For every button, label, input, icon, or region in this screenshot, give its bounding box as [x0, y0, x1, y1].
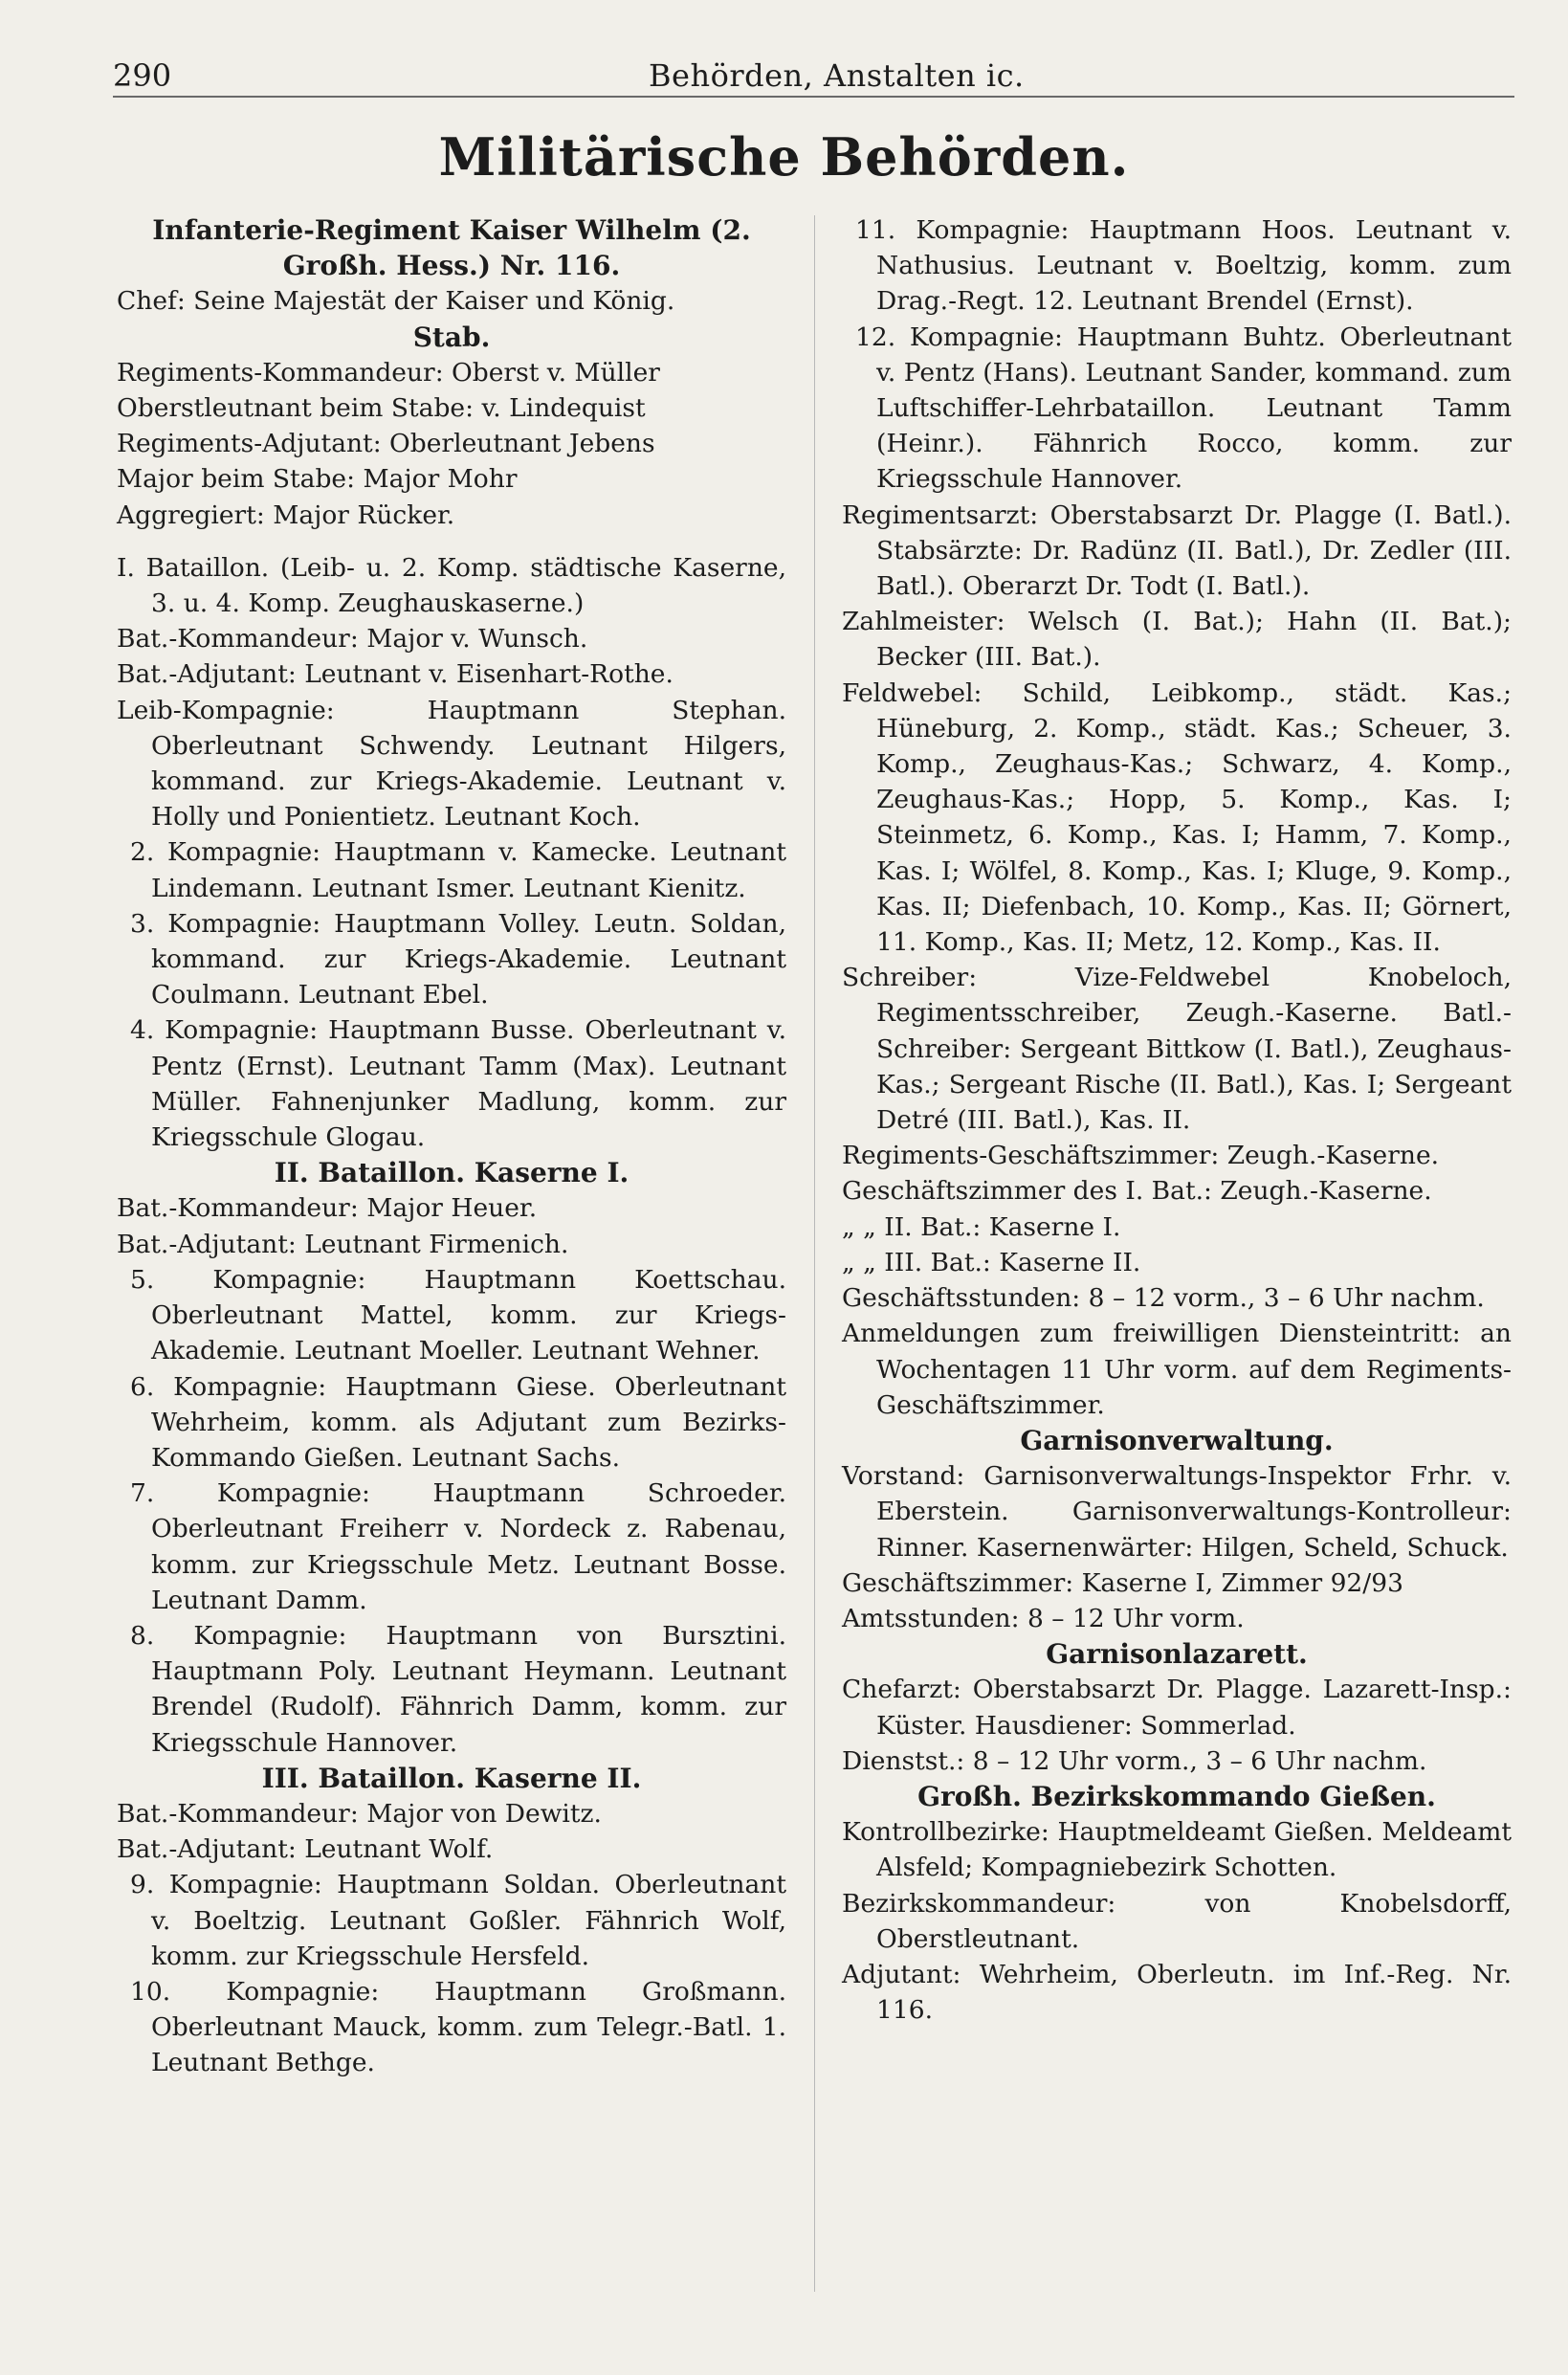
- directory-entry: Leib-Kompagnie: Hauptmann Stephan. Oberleutnant Schwendy. Leutnant Hilgers, kommand. zur Kriegs-Akademie. Leutnant v. Holly und Ponientietz. Leutnant Koch.: [117, 695, 786, 832]
- directory-entry: „ „ II. Bat.: Kaserne I.: [842, 1211, 1121, 1242]
- directory-entry: 3. Kompagnie: Hauptmann Volley. Leutn. Soldan, kommand. zur Kriegs-Akademie. Leutnant Coulmann. Leutnant Ebel.: [130, 908, 786, 1010]
- directory-entry: Vorstand: Garnisonverwaltungs-Inspektor Frhr. v. Eberstein. Garnisonverwaltungs-Kontrolleur: Rinner. Kasernenwärter: Hilgen, Scheld, Schuck.: [842, 1461, 1512, 1563]
- section-heading: Stab.: [412, 321, 491, 353]
- directory-entry: 2. Kompagnie: Hauptmann v. Kamecke. Leutnant Lindemann. Leutnant Ismer. Leutnant Kienitz.: [130, 837, 786, 903]
- directory-entry: Bat.-Kommandeur: Major v. Wunsch.: [117, 624, 588, 655]
- directory-entry: 8. Kompagnie: Hauptmann von Bursztini. Hauptmann Poly. Leutnant Heymann. Leutnant Brendel (Rudolf). Fähnrich Damm, komm. zur Kriegsschule Hannover.: [130, 1620, 786, 1758]
- section-heading: III. Bataillon. Kaserne II.: [261, 1762, 642, 1794]
- directory-entry: Bat.-Adjutant: Leutnant Wolf.: [117, 1834, 494, 1865]
- section-heading: Infanterie-Regiment Kaiser Wilhelm (2. Großh. Hess.) Nr. 116.: [152, 214, 751, 282]
- directory-entry: Chef: Seine Majestät der Kaiser und König.: [117, 286, 675, 317]
- directory-entry: 5. Kompagnie: Hauptmann Koettschau. Oberleutnant Mattel, komm. zur Kriegs-Akademie. Leutnant Moeller. Leutnant Wehner.: [130, 1264, 786, 1366]
- directory-entry: 10. Kompagnie: Hauptmann Großmann. Oberleutnant Mauck, komm. zum Telegr.-Batl. 1. Leutnant Bethge.: [130, 1976, 786, 2078]
- directory-entry: Aggregiert: Major Rücker.: [117, 499, 455, 530]
- directory-entry: 4. Kompagnie: Hauptmann Busse. Oberleutnant v. Pentz (Ernst). Leutnant Tamm (Max). Leutnant Müller. Fahnenjunker Madlung, komm. zur Kriegsschule Glogau.: [130, 1015, 786, 1153]
- directory-entry: Bat.-Adjutant: Leutnant v. Eisenhart-Rothe.: [117, 659, 674, 690]
- directory-entry: Regiments-Adjutant: Oberleutnant Jebens: [117, 429, 655, 459]
- column-divider: [814, 215, 815, 2292]
- directory-entry: 12. Kompagnie: Hauptmann Buhtz. Oberleutnant v. Pentz (Hans). Leutnant Sander, kommand. zum Luftschiffer-Lehrbataillon. Leutnant Tamm (Heinr.). Fähnrich Rocco, komm. zur Kriegsschule Hannover.: [855, 322, 1512, 495]
- right-column: [842, 212, 1512, 2028]
- directory-entry: 7. Kompagnie: Hauptmann Schroeder. Oberleutnant Freiherr v. Nordeck z. Rabenau, komm. zur Kriegsschule Metz. Leutnant Bosse. Leutnant Damm.: [130, 1478, 786, 1615]
- directory-entry: Schreiber: Vize-Feldwebel Knobeloch, Regimentsschreiber, Zeugh.-Kaserne. Batl.-Schreiber: Sergeant Bittkow (I. Batl.), Zeughaus-Kas.; Sergeant Rische (II. Batl.), Kas. I; Sergeant Detré (III. Batl.), Kas. II.: [842, 963, 1512, 1136]
- directory-entry: „ „ III. Bat.: Kaserne II.: [842, 1247, 1141, 1277]
- directory-entry: Oberstleutnant beim Stabe: v. Lindequist: [117, 393, 646, 424]
- directory-entry: Dienstst.: 8 – 12 Uhr vorm., 3 – 6 Uhr nachm.: [842, 1745, 1427, 1776]
- directory-entry: 9. Kompagnie: Hauptmann Soldan. Oberleutnant v. Boeltzig. Leutnant Goßler. Fähnrich Wolf, komm. zur Kriegsschule Hersfeld.: [130, 1870, 786, 1971]
- directory-entry: 6. Kompagnie: Hauptmann Giese. Oberleutnant Wehrheim, komm. als Adjutant zum Bezirks-Kommando Gießen. Leutnant Sachs.: [130, 1371, 786, 1473]
- directory-entry: Kontrollbezirke: Hauptmeldeamt Gießen. Meldeamt Alsfeld; Kompagniebezirk Schotten.: [842, 1817, 1512, 1883]
- directory-entry: Bat.-Adjutant: Leutnant Firmenich.: [117, 1229, 569, 1259]
- directory-entry: Zahlmeister: Welsch (I. Bat.); Hahn (II. Bat.); Becker (III. Bat.).: [842, 607, 1512, 673]
- page-header: [113, 50, 1514, 98]
- directory-entry: I. Bataillon. (Leib- u. 2. Komp. städtische Kaserne, 3. u. 4. Komp. Zeughauskaserne.): [117, 552, 786, 619]
- section-heading: Garnisonlazarett.: [1046, 1638, 1308, 1671]
- directory-entry: Regiments-Geschäftszimmer: Zeugh.-Kaserne.: [842, 1141, 1440, 1171]
- page-title: Militärische Behörden.: [438, 126, 1130, 188]
- directory-entry: Geschäftszimmer des I. Bat.: Zeugh.-Kaserne.: [842, 1176, 1432, 1207]
- section-heading: Großh. Bezirkskommando Gießen.: [917, 1780, 1436, 1812]
- directory-entry: Major beim Stabe: Major Mohr: [117, 464, 518, 495]
- section-heading: II. Bataillon. Kaserne I.: [274, 1157, 629, 1189]
- spacer: [117, 533, 786, 550]
- directory-entry: Bat.-Kommandeur: Major Heuer.: [117, 1193, 538, 1224]
- left-column: [117, 212, 786, 2081]
- directory-entry: Bat.-Kommandeur: Major von Dewitz.: [117, 1798, 602, 1829]
- directory-entry: Geschäftszimmer: Kaserne I, Zimmer 92/93: [842, 1567, 1403, 1598]
- section-heading: Garnisonverwaltung.: [1020, 1424, 1334, 1456]
- running-head: Behörden, Anstalten ic.: [649, 57, 1025, 94]
- directory-entry: Regimentsarzt: Oberstabsarzt Dr. Plagge (I. Batl.). Stabsärzte: Dr. Radünz (II. Batl.), Dr. Zedler (III. Batl.). Oberarzt Dr. Todt (I. Batl.).: [842, 499, 1512, 602]
- directory-entry: Bezirkskommandeur: von Knobelsdorff, Oberstleutnant.: [842, 1888, 1512, 1954]
- page-number: 290: [113, 57, 172, 94]
- directory-entry: 11. Kompagnie: Hauptmann Hoos. Leutnant v. Nathusius. Leutnant v. Boeltzig, komm. zum Drag.-Regt. 12. Leutnant Brendel (Ernst).: [855, 215, 1512, 317]
- directory-entry: Anmeldungen zum freiwilligen Diensteintritt: an Wochentagen 11 Uhr vorm. auf dem Regiments-Geschäftszimmer.: [842, 1319, 1512, 1420]
- directory-entry: Chefarzt: Oberstabsarzt Dr. Plagge. Lazarett-Insp.: Küster. Hausdiener: Sommerlad.: [842, 1675, 1512, 1741]
- directory-entry: Feldwebel: Schild, Leibkomp., städt. Kas.; Hüneburg, 2. Komp., städt. Kas.; Scheuer, 3. Komp., Zeughaus-Kas.; Schwarz, 4. Komp., Zeughaus-Kas.; Hopp, 5. Komp., Kas. I; Steinmetz, 6. Komp., Kas. I; Hamm, 7. Komp., Kas. I; Wölfel, 8. Komp., Kas. I; Kluge, 9. Komp., Kas. II; Diefenbach, 10. Komp., Kas. II; Görnert, 11. Komp., Kas. II; Metz, 12. Komp., Kas. II.: [842, 677, 1512, 958]
- directory-entry: Adjutant: Wehrheim, Oberleutn. im Inf.-Reg. Nr. 116.: [842, 1959, 1512, 2026]
- directory-entry: Geschäftsstunden: 8 – 12 vorm., 3 – 6 Uhr nachm.: [842, 1283, 1485, 1314]
- directory-entry: Amtsstunden: 8 – 12 Uhr vorm.: [842, 1603, 1245, 1633]
- directory-entry: Regiments-Kommandeur: Oberst v. Müller: [117, 357, 660, 388]
